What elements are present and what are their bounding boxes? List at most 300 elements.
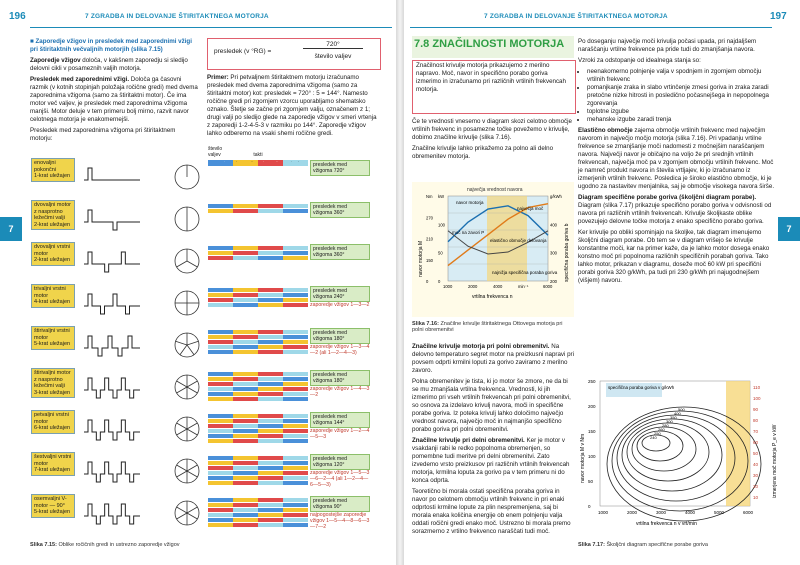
cylinder-stroke-bar [208, 429, 308, 433]
stroke-segment [208, 350, 233, 354]
bearing-count: 5-krat uležajen [34, 509, 71, 516]
firing-order: zaporedje vžigov 1—4—3—2 [310, 386, 370, 398]
stroke-segment [258, 456, 283, 460]
stroke-segment [233, 434, 258, 438]
engine-row-label [31, 452, 75, 476]
y-tick-label: 150 [588, 429, 596, 434]
firing-interval: presledek med vžigoma 720° [310, 160, 370, 176]
stroke-segment [208, 372, 233, 376]
firing-note [310, 328, 370, 356]
stroke-segment [233, 256, 258, 260]
stroke-segment [233, 298, 258, 302]
stroke-segment [258, 392, 283, 396]
contour-label: 250 [654, 431, 661, 436]
bearing-count: 2-krat uležajen [34, 221, 71, 228]
firing-interval: presledek med vžigoma 360° [310, 202, 370, 218]
stroke-segment [258, 518, 283, 522]
cylinder-stroke-bar [208, 419, 308, 423]
cylinder-stroke-bar [208, 330, 308, 334]
stroke-segment [283, 350, 308, 354]
right-page [404, 0, 800, 565]
bearing-count: 2-krat uležajen [34, 257, 71, 264]
stroke-segment [283, 340, 308, 344]
bsfc-map-chart [576, 373, 782, 538]
stroke-timing-bars [208, 246, 308, 261]
stroke-segment [208, 503, 233, 507]
stroke-segment [283, 518, 308, 522]
cylinder-stroke-bar [208, 513, 308, 517]
firing-interval: presledek med vžigoma 240° [310, 286, 370, 302]
stroke-timing-bars [208, 456, 308, 486]
cylinder-stroke-bar [208, 503, 308, 507]
example-text: Primer: Pri petvaljnem štiritaktnem motorju izračunamo presledek med dvema zaporednima vžigoma (samo za štiritaktni motor) kot: presledek = 720° : 5 = 144°. Namesto ročične gredi pri zgornjem vzorcu uporabljamo shematsko oznako. Štetje se začne pri zgornjem valju, označenem z 1; drugi valji po sledijo glede na zaporedje vžigov v smeri vrtenja z zaporedji 1-2-4-5-3 v razmiku po 144°. Zaporedje vžigov lahko odberemo na vsaki shemi ročične gredi. [207, 74, 377, 137]
chart1-label-brake-power: moč na zavori P [452, 230, 485, 235]
crank-throw [187, 345, 194, 355]
y-left-tick-label: 270 [426, 215, 433, 221]
stroke-segment [283, 424, 308, 428]
stroke-segment [233, 382, 258, 386]
running-header-left: 7 ZGRADBA IN DELOVANJE ŠTIRITAKTNEGA MOTORJA [85, 13, 269, 20]
stroke-segment [233, 293, 258, 297]
crankshaft-sketch [82, 412, 142, 446]
stroke-segment [258, 498, 283, 502]
stroke-segment [208, 251, 233, 255]
stroke-segment [283, 372, 308, 376]
stroke-segment [283, 466, 308, 470]
stroke-segment [208, 523, 233, 527]
crankshaft-line [84, 252, 140, 272]
stroke-segment [233, 246, 258, 250]
firing-note [310, 370, 370, 398]
stroke-segment [208, 387, 233, 391]
stroke-timing-bars [208, 204, 308, 214]
cylinder-stroke-bar [208, 209, 308, 213]
crankshaft-sketch [82, 454, 142, 488]
intro-text: Značilnost krivulje motorja prikazujemo z merilno napravo. Moč, navor in specifično porabo goriva izmerimo in izračunamo pri različnih vrtilnih frekvencah motorja. [416, 62, 566, 93]
y-right-tick-label: 200 [550, 279, 557, 284]
crankshaft-line [84, 378, 140, 398]
engine-row-label [31, 326, 75, 350]
x-tick-label: 6000 [743, 510, 754, 515]
engine-type: štirivaljni motor z nasprotno ležečimi valji [34, 370, 71, 390]
cylinder-stroke-bar [208, 288, 308, 292]
stroke-segment [208, 456, 233, 460]
crank-throw [187, 261, 197, 267]
stroke-segment [283, 397, 308, 401]
cylinder-stroke-bar [208, 382, 308, 386]
stroke-segment [283, 456, 308, 460]
chart1-label-elastic: elastično območje delovanja [490, 238, 547, 243]
cylinder-stroke-bar [208, 246, 308, 250]
cylinder-stroke-bar [208, 397, 308, 401]
stroke-segment [258, 461, 283, 465]
crank-throw-dial [170, 412, 204, 446]
cylinder-stroke-bar [208, 471, 308, 475]
crankshaft-line [84, 504, 140, 524]
x-tick-label: 4000 [493, 284, 503, 289]
power-tick-label: 70 [753, 429, 759, 434]
engine-row-label [31, 410, 75, 434]
engine-row-label [31, 494, 75, 518]
stroke-segment [233, 330, 258, 334]
crank-throw [176, 341, 187, 345]
stroke-segment [208, 256, 233, 260]
stroke-segment [258, 481, 283, 485]
chapter-tab-right: 7 [778, 217, 800, 241]
firing-order: zaporedje vžigov 1—3—2 [310, 302, 370, 308]
cylinder-stroke-bar [208, 335, 308, 339]
stroke-segment [258, 439, 283, 443]
stroke-segment [283, 162, 308, 166]
engine-row-label [31, 284, 75, 308]
x-tick-label: 1000 [443, 284, 453, 289]
stroke-segment [208, 434, 233, 438]
stroke-timing-bars [208, 330, 308, 355]
stroke-segment [233, 288, 258, 292]
stroke-segment [233, 392, 258, 396]
stroke-segment [208, 246, 233, 250]
stroke-segment [233, 387, 258, 391]
y-tick-label: 200 [588, 404, 596, 409]
bearing-count: 3-krat uležajen [34, 389, 71, 396]
stroke-segment [258, 508, 283, 512]
stroke-segment [283, 382, 308, 386]
stroke-segment [208, 377, 233, 381]
stroke-segment [233, 461, 258, 465]
x-tick-label: 2000 [627, 510, 638, 515]
stroke-segment [208, 419, 233, 423]
stroke-segment [208, 330, 233, 334]
crank-throw [177, 465, 187, 471]
cylinder-stroke-bar [208, 162, 308, 166]
y-left-tick-label: 0 [426, 279, 429, 284]
figure-caption-716: Slika 7.16: Značilne krivulje štiritaktnega Ottovega motorja pri polni obremenitvi [412, 321, 563, 333]
contour-label: 400 [674, 411, 681, 416]
power-tick-label: 100 [753, 396, 761, 401]
stroke-segment [283, 503, 308, 507]
engine-type: dvovaljni motor z nasprotno ležečimi valji [34, 202, 71, 222]
stroke-segment [258, 419, 283, 423]
firing-note [310, 496, 370, 530]
crankshaft-line [84, 210, 140, 230]
stroke-segment [233, 209, 258, 213]
stroke-segment [283, 419, 308, 423]
stroke-segment [283, 293, 308, 297]
stroke-segment [258, 209, 283, 213]
cylinder-stroke-bar [208, 466, 308, 470]
interval-formula: presledek (v °RG) = 720° število valjev [207, 38, 381, 70]
crank-throw-dial [170, 496, 204, 530]
y-tick-label: 100 [588, 454, 596, 459]
y-mid-tick-label: 50 [438, 250, 443, 256]
cylinder-stroke-bar [208, 303, 308, 307]
stroke-segment [233, 481, 258, 485]
stroke-segment [258, 429, 283, 433]
stroke-segment [233, 424, 258, 428]
bearing-count: 1-krat uležajen [34, 173, 71, 180]
crank-throw [187, 471, 197, 477]
figure-caption-715: Slika 7.15: Oblike ročičnih gredi in ustrezno zaporedje vžigov [30, 542, 180, 548]
cylinder-stroke-bar [208, 518, 308, 522]
crankshaft-sketch [82, 286, 142, 320]
y-tick-label: 50 [588, 479, 594, 484]
stroke-segment [233, 303, 258, 307]
stroke-segment [233, 251, 258, 255]
stroke-segment [208, 439, 233, 443]
y-tick-label: 250 [588, 379, 596, 384]
engine-type: trivaljni vrstni motor [34, 286, 66, 299]
crankshaft-sketch [82, 160, 142, 194]
crank-throw [177, 513, 187, 519]
diagram-header: število valjev takti [208, 146, 308, 165]
stroke-segment [208, 162, 233, 166]
y-left-tick-label: Nm [426, 194, 433, 199]
left-column-text: ■ Zaporedje vžigov in presledek med zaporednimi vžigi pri štiritaktnih večvaljnih motorjih (slika 7.15) Zaporedje vžigov določa, v kakšnem zaporedju si sledijo delovni cikli v posameznih valjih motorja. Presledek med zaporednimi vžigi. Določa ga časovni razmik (v kotnih stopinjah položaja ročične gredi) med dvema zaporednima vžigoma (samo za štiritaktni motor). Če ima motor več valjev, je presledek med zaporednima vžigoma manjši. Motor deluje v tem primeru bolj mirno, razvit navor celotnega motorja je enakomernejši. Presledek med zaporednima vžigoma pri štiritaktnem motorju: [30, 38, 198, 142]
bearing-count: 6-krat uležajen [34, 425, 71, 432]
cylinder-stroke-bar [208, 256, 308, 260]
stroke-segment [283, 439, 308, 443]
stroke-segment [283, 392, 308, 396]
stroke-segment [283, 508, 308, 512]
left-page [0, 0, 396, 565]
stroke-segment [283, 377, 308, 381]
stroke-segment [258, 387, 283, 391]
stroke-segment [258, 434, 283, 438]
crank-throw [177, 423, 187, 429]
section-title: 7.8 ZNAČILNOSTI MOTORJA [414, 38, 565, 50]
crankshaft-sketch [82, 244, 142, 278]
stroke-segment [208, 429, 233, 433]
crank-throw [177, 507, 187, 513]
power-tick-label: 10 [753, 495, 759, 500]
power-tick-label: 60 [753, 440, 759, 445]
y-right-tick-label: g/kWh [550, 194, 562, 199]
stroke-segment [283, 204, 308, 208]
cylinder-stroke-bar [208, 476, 308, 480]
firing-interval: presledek med vžigoma 144° [310, 412, 370, 428]
stroke-segment [233, 466, 258, 470]
stroke-timing-bars [208, 162, 308, 167]
page-number-right: 197 [770, 11, 787, 22]
engine-type: osemvaljni V-motor — 90° [34, 496, 67, 509]
stroke-segment [283, 335, 308, 339]
chart1-label-maxpower: največja moč [517, 206, 544, 211]
stroke-segment [283, 471, 308, 475]
header-rule-right [410, 27, 772, 28]
firing-interval: presledek med vžigoma 120° [310, 454, 370, 470]
crank-throw-dial [170, 328, 204, 362]
cylinder-stroke-bar [208, 345, 308, 349]
x-tick-label: 5000 [714, 510, 725, 515]
cylinder-stroke-bar [208, 293, 308, 297]
contour-label: 280 [662, 423, 669, 428]
crankshaft-sketch [82, 370, 142, 404]
section-heading: ■ Zaporedje vžigov in presledek med zaporednimi vžigi pri štiritaktnih večvaljnih motorjih (slika 7.15) [30, 38, 192, 53]
crank-throw [187, 381, 197, 387]
firing-note [310, 202, 370, 218]
contour-label: 300 [666, 419, 673, 424]
firing-interval: presledek med vžigoma 90° [310, 496, 370, 512]
chart1-ylabel-right: specifična poraba goriva b [564, 223, 570, 282]
stroke-segment [233, 340, 258, 344]
stroke-segment [208, 513, 233, 517]
stroke-segment [283, 429, 308, 433]
contour-label: 260 [658, 427, 665, 432]
stroke-segment [258, 350, 283, 354]
firing-note [310, 244, 370, 260]
y-left-tick-label: 210 [426, 236, 433, 242]
stroke-segment [283, 251, 308, 255]
stroke-segment [208, 424, 233, 428]
cylinder-stroke-bar [208, 340, 308, 344]
stroke-segment [233, 471, 258, 475]
figure-caption-717: Slika 7.17: Školjčni diagram specifične porabe goriva [578, 542, 708, 548]
characteristic-curves-chart [412, 182, 574, 317]
crankshaft-sketch [82, 202, 142, 236]
stroke-timing-bars [208, 414, 308, 444]
stroke-segment [233, 204, 258, 208]
stroke-segment [208, 481, 233, 485]
crank-throw-dial [170, 370, 204, 404]
crank-throw [187, 429, 197, 435]
chart2-title: specifična poraba goriva v g/kWh [608, 385, 675, 390]
stroke-segment [283, 434, 308, 438]
engine-type: štirivaljni vrstni motor [34, 328, 70, 341]
crank-throw-dial [170, 454, 204, 488]
stroke-segment [233, 377, 258, 381]
cylinder-stroke-bar [208, 350, 308, 354]
stroke-segment [208, 466, 233, 470]
stroke-segment [283, 498, 308, 502]
chart1-label-torque: navor motorja [456, 200, 484, 205]
stroke-segment [258, 246, 283, 250]
firing-order: zaporedje vžigov 1—3—4—2 (ali 1—2—4—3) [310, 344, 370, 356]
stroke-timing-bars [208, 498, 308, 528]
chart2-ylabel-right: izmerjena moč motorja P_e v kW [772, 424, 778, 498]
stroke-segment [233, 335, 258, 339]
chart1-label-min-bsfc: najnižja specifična poraba goriva [492, 270, 558, 275]
crank-throw [177, 387, 187, 393]
engine-row-label [31, 158, 75, 182]
stroke-segment [233, 518, 258, 522]
contour-label: 500 [678, 407, 685, 412]
crank-throw [187, 507, 197, 513]
cylinder-stroke-bar [208, 377, 308, 381]
stroke-segment [233, 372, 258, 376]
cylinder-stroke-bar [208, 508, 308, 512]
firing-note [310, 412, 370, 440]
chart1-ylabel-left: navor motorja M [418, 240, 424, 277]
bearing-count: 5-krat uležajen [34, 341, 71, 348]
cylinder-stroke-bar [208, 498, 308, 502]
stroke-segment [233, 513, 258, 517]
stroke-segment [283, 476, 308, 480]
stroke-segment [258, 503, 283, 507]
crank-throw [177, 261, 187, 267]
cylinder-stroke-bar [208, 481, 308, 485]
x-tick-label: 1000 [598, 510, 609, 515]
firing-note [310, 454, 370, 488]
crank-throw-dial [170, 160, 204, 194]
stroke-segment [208, 345, 233, 349]
crank-throw-dial [170, 244, 204, 278]
stroke-segment [258, 330, 283, 334]
cylinder-stroke-bar [208, 461, 308, 465]
stroke-segment [258, 382, 283, 386]
power-tick-label: 40 [753, 462, 759, 467]
y-right-tick-label: 300 [550, 250, 557, 256]
stroke-segment [233, 419, 258, 423]
stroke-segment [208, 397, 233, 401]
stroke-segment [258, 293, 283, 297]
chart2-ylabel-left: navor motorja M v Nm [580, 433, 586, 483]
cylinder-stroke-bar [208, 414, 308, 418]
stroke-segment [233, 523, 258, 527]
crankshaft-line [84, 462, 140, 482]
stroke-segment [258, 523, 283, 527]
col2-text: Po doseganju največje moči krivulja počasi upada, pri najdaljšem naraščanju vrtilne frekvence pa pride tudi do zmanjšanja navora. Vzroki za odstopanje od idealnega stanja so: • neenakomerno polnjenje valja v spodnjem in zgornjem območju vrtilnih frekvenc • pomanjkanje zraka in slabo vrtinčenje zmesi goriva in zraka zaradi pretočne nizke hitrosti in posledično počasnejšega in nepopolnega zgorevanja • toplotne izgube • mehanske izgube zaradi trenja Elastično območje zajema območje vrtilnih frekvenc med največjim navorom in največjo močjo motorja (slika 7.16). Pri vpadanju vrtilne frekvence se zmanjšanje moči nadomesti z močnejšim naraščanjem navora. Največji navor je običajno na voljo že pri srednjih vrtilnih frekvencah, največja moč pa v zgornjem območju vrtilnih frekvenc. Moč je namreč produkt navora in števila vrtljajev, ki jo izračunamo iz izmerjenih vrtilnih frekvenc. Posledica je široko elastično območje, ki je ugodno za nastavitev menjalnika, saj je območje visokega navora širše. Diagram specifične porabe goriva (školjčni diagram porabe). Diagram (slika 7.17) prikazuje specifično porabo goriva v odvisnosti od navora pri različnih vrtilnih frekvencah. Krivulje školjkaste oblike povezujejo delovne točke motorja z enako specifično porabo goriva. Ker krivulje po obliki spominjajo na školjke, tak diagram imenujemo školjčni diagram porabe. Ob tem se v diagram vrišejo še krivulje konstantne moči, kar na primer kaže, da je lahko motor dosega enako konstno moč pri popolnoma različnih specifičnih porabah goriva. Tako lahko motor, prikazan v diagramu, doseže moč 60 kW pri specifični porabi goriva 320 g/kWh, pa tudi pri 230 g/kWh pri najugodnejšem (višjem) navoru. [578, 38, 778, 288]
power-tick-label: 80 [753, 418, 759, 423]
stroke-segment [283, 345, 308, 349]
stroke-segment [208, 204, 233, 208]
power-tick-label: 20 [753, 484, 759, 489]
stroke-segment [283, 298, 308, 302]
cylinder-stroke-bar [208, 456, 308, 460]
stroke-segment [208, 498, 233, 502]
header-rule-left [30, 27, 392, 28]
stroke-segment [258, 288, 283, 292]
stroke-segment [258, 162, 283, 166]
stroke-segment [208, 335, 233, 339]
stroke-segment [258, 256, 283, 260]
stroke-segment [283, 246, 308, 250]
stroke-segment [258, 335, 283, 339]
chapter-tab-left: 7 [0, 217, 22, 241]
col1-text-top: Če te vrednosti vnesemo v diagram skozi celotno območje vrtilnih frekvenc in posamezne točke povežemo v krivulje, dobimo značilne krivulje (slika 7.16). Značilne krivulje lahko prikažemo za polno ali delno obremenitev motorja. [412, 118, 572, 160]
engine-row-label [31, 200, 75, 230]
stroke-segment [208, 293, 233, 297]
cylinder-stroke-bar [208, 439, 308, 443]
crankshaft-line [84, 168, 140, 180]
cylinder-stroke-bar [208, 523, 308, 527]
bearing-count: 7-krat uležajen [34, 467, 71, 474]
contour-label: 350 [670, 415, 677, 420]
firing-note [310, 286, 370, 308]
stroke-segment [258, 251, 283, 255]
contour-label: 240 [650, 435, 657, 440]
firing-note [310, 160, 370, 176]
stroke-segment [208, 340, 233, 344]
chart1-xlabel: vrtilna frekvenca n [472, 294, 513, 300]
stroke-segment [258, 377, 283, 381]
firing-interval: presledek med vžigoma 180° [310, 328, 370, 344]
y-left-tick-label: 150 [426, 257, 433, 263]
cylinder-stroke-bar [208, 204, 308, 208]
firing-interval: presledek med vžigoma 360° [310, 244, 370, 260]
stroke-segment [283, 209, 308, 213]
power-tick-label: 90 [753, 407, 759, 412]
cylinder-stroke-bar [208, 372, 308, 376]
stroke-segment [283, 414, 308, 418]
stroke-segment [233, 345, 258, 349]
book-gutter [396, 0, 404, 565]
stroke-segment [258, 340, 283, 344]
x-tick-label: 6000 [543, 284, 553, 289]
y-mid-tick-label: 100 [438, 222, 445, 228]
stroke-segment [283, 461, 308, 465]
crank-throw [180, 345, 187, 355]
stroke-segment [233, 498, 258, 502]
